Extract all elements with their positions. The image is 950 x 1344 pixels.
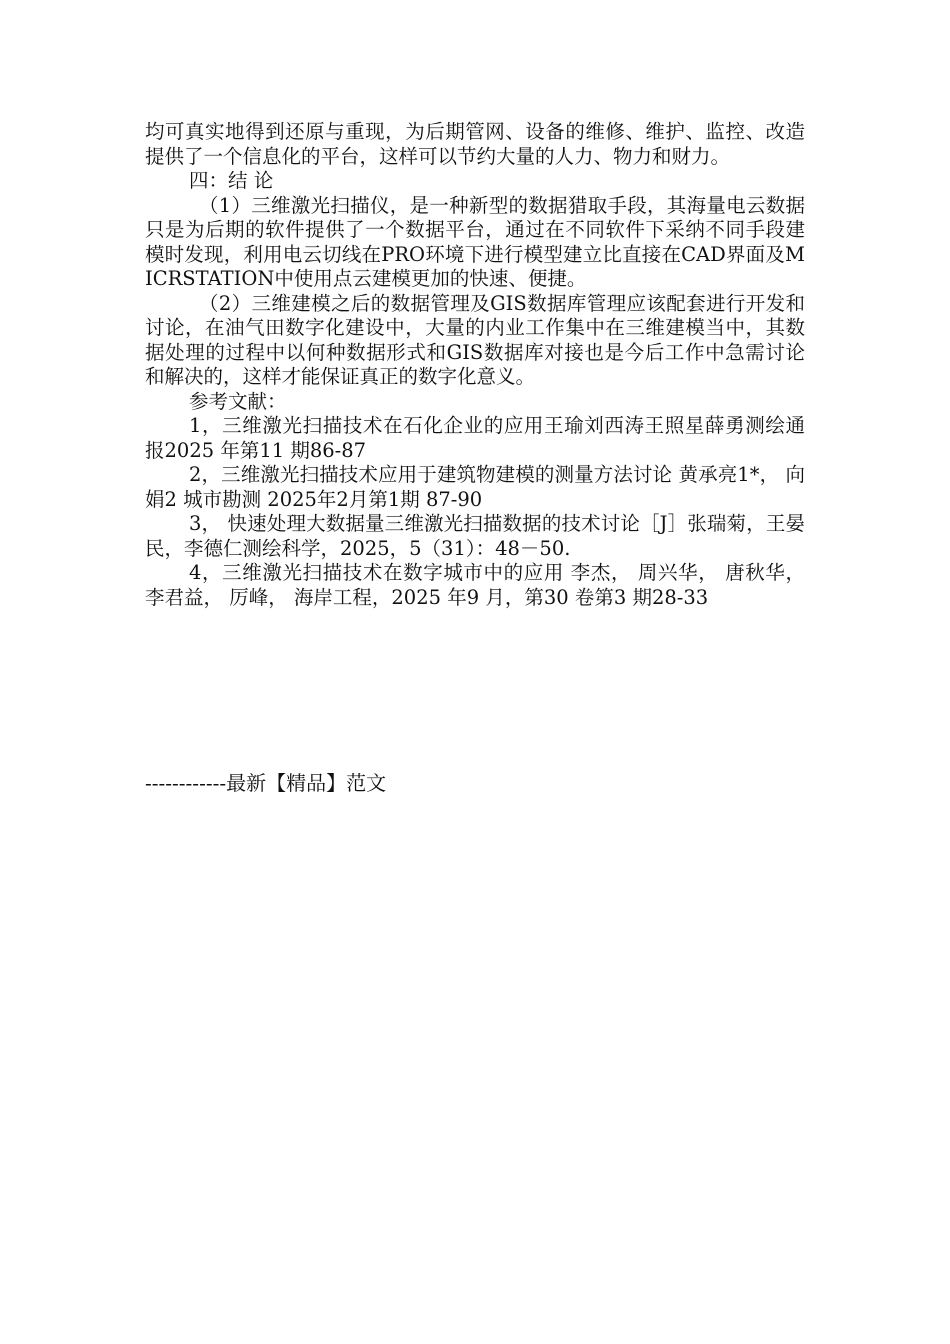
reference-item-1: 1，三维激光扫描技术在石化企业的应用王瑜刘西涛王照星薛勇测绘通报2025 年第11 期86-87 bbox=[145, 414, 805, 462]
reference-item-4: 4，三维激光扫描技术在数字城市中的应用 李杰， 周兴华， 唐秋华， 李君益， 厉峰， 海岸工程，2025 年9 月，第30 卷第3 期28-33 bbox=[145, 561, 805, 609]
section-heading-conclusion: 四：结 论 bbox=[189, 169, 274, 192]
document-body bbox=[145, 120, 805, 610]
references-heading: 参考文献： bbox=[189, 389, 287, 413]
footer-note: ------------最新【精品】范文 bbox=[145, 771, 387, 795]
reference-item-3: 3， 快速处理大数据量三维激光扫描数据的技术讨论［J］张瑞菊，王晏民，李德仁测绘科学，2025，5（31）：48－50. bbox=[145, 512, 805, 560]
continuation-paragraph: 均可真实地得到还原与重现，为后期管网、设备的维修、维护、监控、改造提供了一个信息化的平台，这样可以节约大量的人力、物力和财力。 bbox=[145, 120, 805, 168]
conclusion-paragraph-2: （2）三维建模之后的数据管理及GIS数据库管理应该配套进行开发和讨论，在油气田数字化建设中，大量的内业工作集中在三维建模当中，其数据处理的过程中以何种数据形式和GIS数据库对接也是今后工作中急需讨论和解决的，这样才能保证真正的数字化意义。 bbox=[145, 291, 805, 388]
reference-item-2: 2，三维激光扫描技术应用于建筑物建模的测量方法讨论 黄承亮1*， 向娟2 城市勘测 2025年2月第1期 87-90 bbox=[145, 463, 805, 511]
conclusion-paragraph-1: （1）三维激光扫描仪，是一种新型的数据猎取手段，其海量电云数据只是为后期的软件提供了一个数据平台，通过在不同软件下采纳不同手段建模时发现，利用电云切线在PRO环境下进行模型建立比直接在CAD界面及MICRSTATION中使用点云建模更加的快速、便捷。 bbox=[145, 193, 805, 290]
